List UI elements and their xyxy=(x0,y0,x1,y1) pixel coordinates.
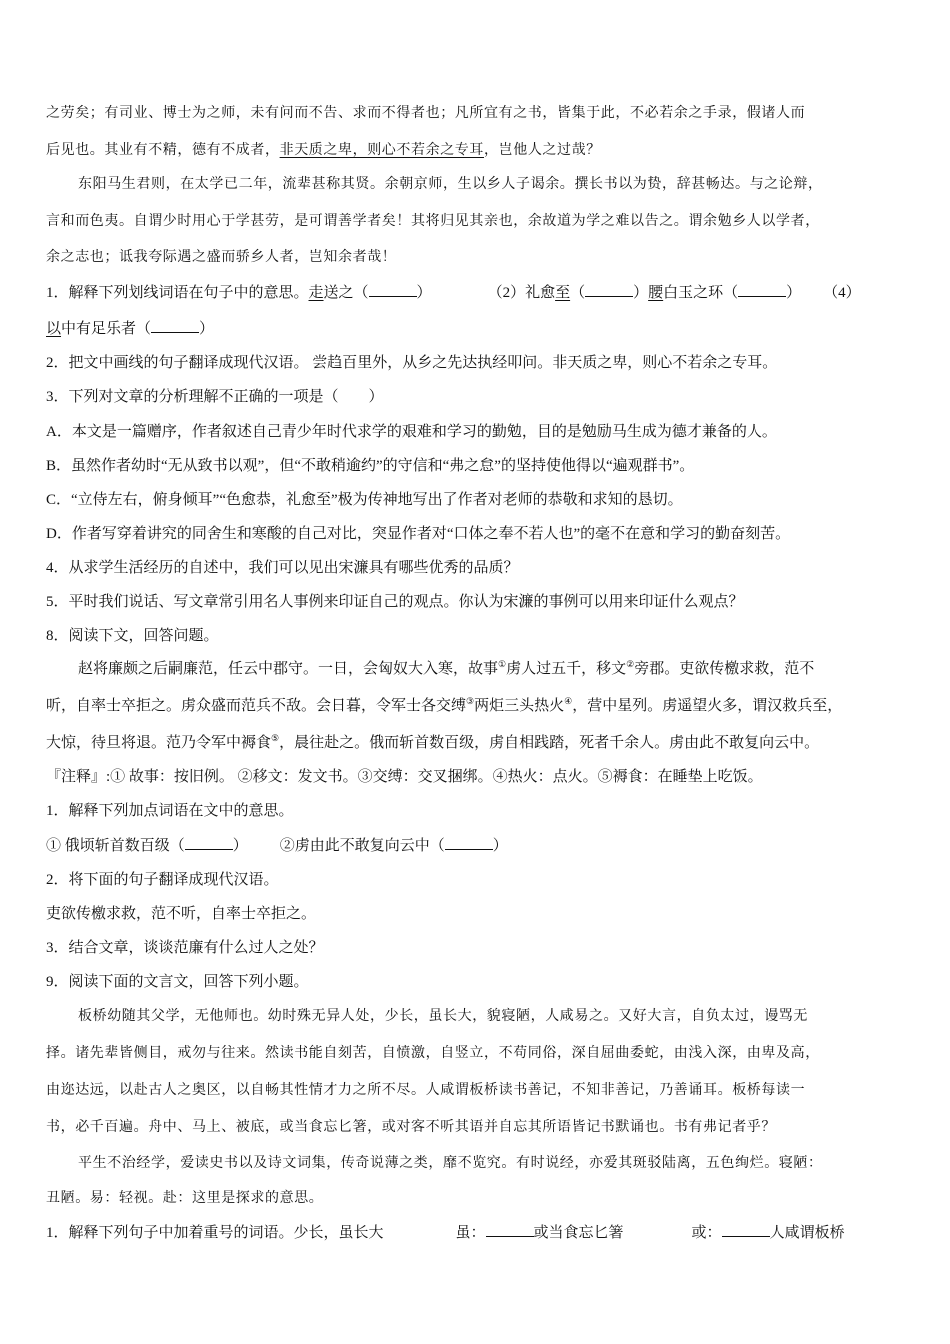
section9-para-line1: 板桥幼随其父学，无他师也。幼时殊无异人处，少长，虽长大，貌寝陋，人咸易之。又好大言，自负太过，谩骂无 xyxy=(78,1008,808,1024)
note-marker-1: ① xyxy=(498,659,507,669)
section8-q2: 2．将下面的句子翻译成现代汉语。 xyxy=(46,872,279,888)
section8-q2-sentence: 吏欲传檄求救，范不听，自率士卒拒之。 xyxy=(46,906,317,922)
q1-item4: 中有足乐者（ xyxy=(61,321,152,337)
s8-q1-item2: ②虏由此不敢复向云中（ xyxy=(279,838,445,854)
section8-title: 8．阅读下文，回答问题。 xyxy=(46,628,219,644)
q2: 2．把文中画线的句子翻译成现代汉语。 尝趋百里外，从乡之先达执经叩问。非天质之卑，则心不若余之专耳。 xyxy=(46,355,778,371)
passage1-line4: 言和而色夷。自谓少时用心于学甚劳，是可谓善学者矣！其将归见其亲也，余故道为学之难以告之。谓余勉乡人以学者， xyxy=(46,213,820,229)
s8-text-1c: 旁郡。吏欲传檄求救，范不 xyxy=(634,661,815,677)
s8-q1-item1-close: ） xyxy=(232,838,248,854)
answer-blank-1[interactable] xyxy=(369,282,417,297)
q1-item3-close: ） xyxy=(786,285,802,301)
section8-para-line1 xyxy=(78,659,814,679)
q1-word-zhi: 至 xyxy=(555,285,571,301)
answer-blank-3[interactable] xyxy=(738,282,786,297)
s8-text-3a: 大惊，待旦将退。范乃令军中褥食 xyxy=(46,735,272,751)
q1-line2 xyxy=(46,318,214,339)
section8-q1: 1．解释下列加点词语在文中的意思。 xyxy=(46,803,294,819)
section8-para-line2 xyxy=(46,696,842,716)
section8-para-line3 xyxy=(46,733,819,753)
s9-q1-item2: 或当食忘匕箸 xyxy=(533,1225,624,1241)
q3-stem: 3．下列对文章的分析理解不正确的一项是（ ） xyxy=(46,389,384,405)
s9-q1-item3: 人咸谓板桥 xyxy=(769,1225,845,1241)
section8-notes: 『注释』:① 故事：按旧例。 ②移文：发文书。③交缚：交叉捆绑。④热火：点火。⑤褥食：在睡垫上吃饭。 xyxy=(46,769,763,785)
q1-item4-close: ） xyxy=(199,321,215,337)
answer-blank-8[interactable] xyxy=(722,1222,770,1237)
underlined-sentence: 非天质之卑，则心不若余之专耳 xyxy=(279,142,485,158)
s8-text-2b: 两炬三头热火 xyxy=(474,698,565,714)
q1-item2-open: （ xyxy=(570,285,586,301)
answer-blank-7[interactable] xyxy=(486,1222,534,1237)
passage1-line2-end: ，岂他人之过哉？ xyxy=(484,142,601,158)
section9-title: 9．阅读下面的文言文，回答下列小题。 xyxy=(46,974,309,990)
section8-q1-items xyxy=(46,835,508,856)
section9-para-line5: 平生不治经学，爱读史书以及诗文词集，传奇说薄之类，靡不览究。有时说经，亦爱其斑驳陆离，五色绚烂。寝陋： xyxy=(78,1155,823,1171)
passage1-line2-text: 后见也。其业有不精，德有不成者， xyxy=(46,142,280,158)
s9-q1-item1: 1．解释下列句子中加着重号的词语。少长，虽长大 xyxy=(46,1225,384,1241)
note-marker-4: ④ xyxy=(564,696,573,706)
section9-q1 xyxy=(46,1222,845,1243)
q1-item4-num: （4） xyxy=(823,285,861,301)
passage1-line1: 之劳矣；有司业、博士为之师，未有问而不告、求而不得者也；凡所宜有之书，皆集于此，不必若余之手录，假诸人而 xyxy=(46,105,806,121)
q1-item3: 白玉之环（ xyxy=(663,285,739,301)
answer-blank-4[interactable] xyxy=(151,318,199,333)
q1-word-zou: 走 xyxy=(308,285,324,301)
section9-para-line2: 择。诸先辈皆侧目，戒勿与往来。然读书能自刻苦，自愤激，自竖立，不苟同俗，深自屈曲委蛇，由浅入深，由卑及高， xyxy=(46,1045,820,1061)
q1-stem: 1．解释下列划线词语在句子中的意思。 xyxy=(46,285,309,301)
answer-blank-5[interactable] xyxy=(185,835,233,850)
q1-word-yao: 腰 xyxy=(648,285,664,301)
s8-q1-item2-close: ） xyxy=(492,838,508,854)
s9-q1-label-sui: 虽： xyxy=(455,1225,486,1241)
q3-option-b: B．虽然作者幼时“无从致书以观”，但“不敢稍逾约”的守信和“弗之怠”的坚持使他得以“遍观群书”。 xyxy=(46,458,695,474)
note-marker-5: ⑤ xyxy=(271,733,280,743)
q1-item1: 送之（ xyxy=(323,285,369,301)
q3-option-a: A．本文是一篇赠序，作者叙述自己青少年时代求学的艰难和学习的勤勉，目的是勉励马生成为德才兼备的人。 xyxy=(46,424,777,440)
section8-q3: 3．结合文章，谈谈范廉有什么过人之处？ xyxy=(46,940,324,956)
passage1-line2 xyxy=(46,140,601,160)
answer-blank-2[interactable] xyxy=(585,282,633,297)
note-marker-2: ② xyxy=(626,659,635,669)
s9-q1-label-huo: 或： xyxy=(691,1225,722,1241)
q4: 4．从求学生活经历的自述中，我们可以见出宋濂具有哪些优秀的品质？ xyxy=(46,560,519,576)
s8-text-3b: ，晨往赴之。俄而斩首数百级，虏自相践踏，死者千余人。虏由此不敢复向云中。 xyxy=(279,735,820,751)
q1-word-yi: 以 xyxy=(46,321,62,337)
q3-option-c: C．“立侍左右，俯身倾耳”“色愈恭，礼愈至”极为传神地写出了作者对老师的恭敬和求知的恳切。 xyxy=(46,492,683,508)
s8-q1-item1: ① 俄顷斩首数百级（ xyxy=(46,838,185,854)
q3-option-d: D．作者写穿着讲究的同舍生和寒酸的自己对比，突显作者对“口体之奉不若人也”的毫不在意和学习的勤奋刻苦。 xyxy=(46,526,791,542)
s8-text-1a: 赵将廉颇之后嗣廉范，任云中郡守。一日，会匈奴大入寒，故事 xyxy=(78,661,499,677)
q1-item2-close: ） xyxy=(633,285,649,301)
note-marker-3: ③ xyxy=(466,696,475,706)
section9-para-line3: 由迩达远，以赴古人之奥区，以自畅其性情才力之所不尽。人咸谓板桥读书善记，不知非善记，乃善诵耳。板桥每读一 xyxy=(46,1082,806,1098)
s8-text-2c: ，营中星列。虏遥望火多，谓汉救兵至， xyxy=(572,698,843,714)
q1-item2: （2）礼愈 xyxy=(487,285,556,301)
section9-para-line6: 丑陋。易：轻视。赴：这里是探求的意思。 xyxy=(46,1190,324,1206)
answer-blank-6[interactable] xyxy=(445,835,493,850)
passage1-line3: 东阳马生君则，在太学已二年，流辈甚称其贤。余朝京师，生以乡人子谒余。撰长书以为贽，辞甚畅达。与之论辩， xyxy=(78,176,823,192)
q5: 5．平时我们说话、写文章常引用名人事例来印证自己的观点。你认为宋濂的事例可以用来印证什么观点？ xyxy=(46,594,744,610)
passage1-line5: 余之志也；诋我夸际遇之盛而骄乡人者，岂知余者哉！ xyxy=(46,249,397,265)
q1-item1-close: ） xyxy=(416,285,432,301)
s8-text-1b: 虏人过五千，移文 xyxy=(506,661,627,677)
section9-para-line4: 书，必千百遍。舟中、马上、被底，或当食忘匕箸，或对客不听其语并自忘其所语皆记书默诵也。书有弗记者乎？ xyxy=(46,1119,776,1135)
q1-line xyxy=(46,282,861,303)
s8-text-2a: 听，自率士卒拒之。虏众盛而范兵不敌。会日暮，令军士各交缚 xyxy=(46,698,467,714)
